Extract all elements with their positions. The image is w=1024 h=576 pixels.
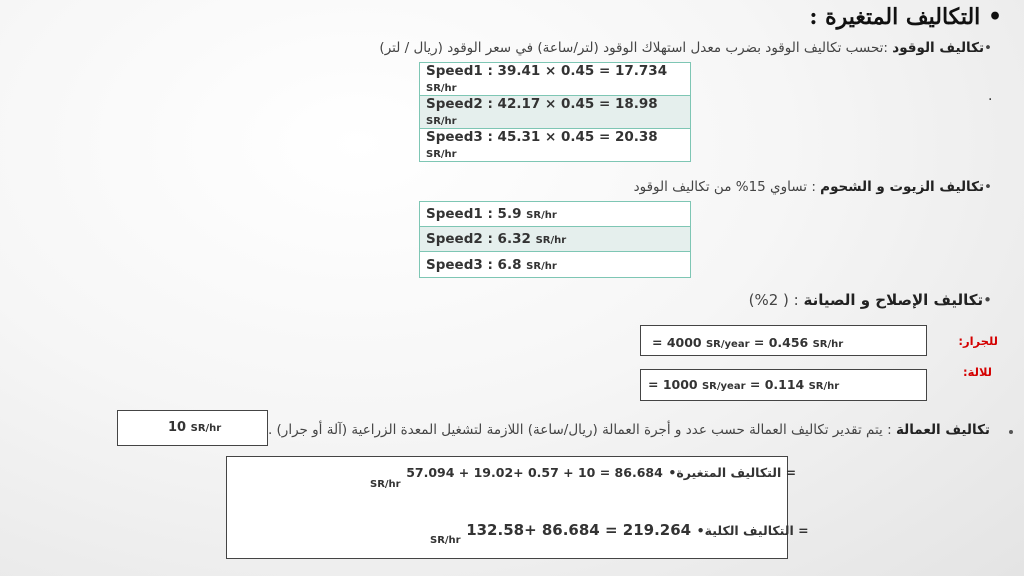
labor-cost-text: : يتم تقدير تكاليف العمالة حسب عدد و أجرة العمالة (ريال/ساعة) اللازمة لتشغيل المعدة الزراعية (آلة أو جرار) . (267, 422, 896, 438)
repair-cost-text: : ( 2%) (748, 291, 804, 309)
oil-cost-line (634, 179, 992, 195)
tractor-repair-calc: = 4000 SR/year = 0.456 SR/hr (652, 335, 844, 350)
tractor-label: للجرار: (958, 334, 998, 348)
repair-cost-line (749, 291, 992, 309)
bullet: • (984, 179, 992, 195)
table-cell: Speed3 : 6.8 SR/hr (420, 252, 691, 278)
variable-cost-label: •التكاليف المتغيرة = (668, 465, 797, 480)
total-cost-summary (430, 520, 809, 546)
table-cell: Speed1 : 39.41 × 0.45 = 17.734 SR/hr (420, 63, 691, 96)
table-cell: Speed1 : 5.9 SR/hr (420, 202, 691, 227)
oil-cost-label: تكاليف الزيوت و الشحوم (820, 179, 985, 195)
page-title: • التكاليف المتغيرة : (809, 4, 1002, 30)
table-row (420, 129, 691, 162)
trailing-dot: . (988, 88, 993, 104)
repair-cost-label: تكاليف الإصلاح و الصيانة (803, 291, 984, 309)
implement-repair-calc: = 1000 SR/year = 0.114 SR/hr (648, 377, 840, 392)
total-cost-expr: 132.58+ 86.684 = 219.264 (466, 521, 692, 539)
table-cell: Speed2 : 42.17 × 0.45 = 18.98 SR/hr (420, 96, 691, 129)
labor-cost-line (268, 422, 990, 438)
oil-cost-text: : تساوي 15% من تكاليف الوقود (633, 179, 821, 195)
fuel-cost-label: تكاليف الوقود (892, 40, 985, 56)
total-cost-label: •التكاليف الكلية = (696, 523, 809, 538)
variable-cost-summary (370, 462, 797, 490)
bullet: • (983, 291, 992, 309)
table-cell: Speed3 : 45.31 × 0.45 = 20.38 SR/hr (420, 129, 691, 162)
table-row (420, 96, 691, 129)
bullet-dot (1009, 430, 1013, 434)
bullet: • (984, 40, 992, 56)
implement-label: للالة: (963, 365, 992, 379)
table-row (420, 202, 691, 227)
labor-cost-label: تكاليف العمالة (895, 422, 990, 438)
labor-value: 10 SR/hr (168, 420, 222, 435)
table-row (420, 252, 691, 278)
table-row (420, 227, 691, 252)
variable-cost-unit: SR/hr (370, 479, 401, 490)
fuel-cost-line (379, 40, 992, 56)
fuel-cost-text: :تحسب تكاليف الوقود بضرب معدل استهلاك الوقود (لتر/ساعة) في سعر الوقود (ريال / لتر) (379, 40, 893, 56)
variable-cost-expr: 57.094 + 19.02+ 0.57 + 10 = 86.684 (406, 465, 663, 480)
table-row (420, 63, 691, 96)
total-cost-unit: SR/hr (430, 535, 461, 546)
fuel-speeds-table (419, 62, 691, 162)
table-cell: Speed2 : 6.32 SR/hr (420, 227, 691, 252)
oil-speeds-table (419, 201, 691, 278)
